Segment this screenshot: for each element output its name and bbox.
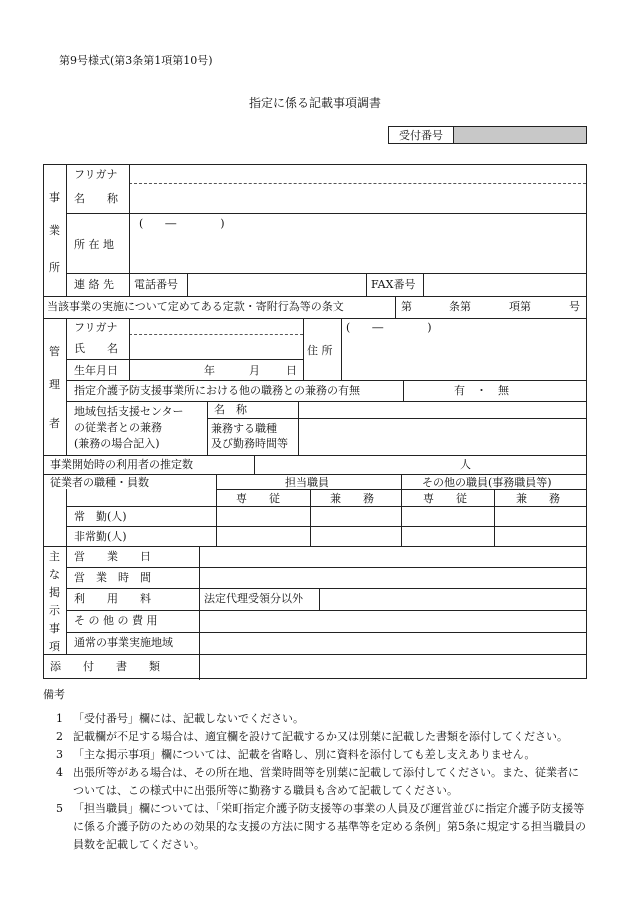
side-label-kan: 管	[49, 345, 60, 358]
assigned-senju-header: 専 従	[236, 492, 280, 505]
manager-birth-month: 月	[249, 364, 260, 377]
office-address-label: 所 在 地	[74, 238, 114, 251]
side-label-ji2: 示	[49, 604, 60, 617]
divider	[366, 273, 367, 296]
articles-go: 号	[569, 300, 580, 313]
fee-label: 利 用 料	[74, 592, 151, 605]
receipt-number-label: 受付番号	[389, 127, 454, 143]
form-number: 第9号様式(第3条第1項第10号)	[59, 54, 213, 67]
note-text: 記載欄が不足する場合は、適宜欄を設けて記載するか又は別葉に記載した書類を添付してください。	[73, 730, 568, 743]
staff-label: 従業者の職種・員数	[50, 476, 149, 489]
other-costs-label: そ の 他 の 費 用	[74, 614, 158, 627]
side-label-shu: 主	[49, 550, 60, 563]
side-label-ji: 事	[49, 191, 60, 204]
divider	[129, 318, 130, 380]
other-senju-header: 専 従	[423, 492, 467, 505]
manager-birth-day: 日	[286, 364, 297, 377]
divider	[207, 401, 208, 455]
center-label-line3: (兼務の場合記入)	[74, 437, 160, 450]
business-days-label: 営 業 日	[74, 550, 151, 563]
divider	[66, 380, 586, 381]
divider	[66, 546, 67, 654]
divider	[66, 359, 303, 360]
divider	[44, 296, 586, 297]
manager-birth-year: 年	[204, 364, 215, 377]
fulltime-label: 常 勤(人)	[74, 510, 127, 523]
staff-group-assigned: 担当職員	[285, 476, 329, 489]
divider	[310, 489, 311, 546]
divider	[401, 474, 402, 546]
divider	[216, 474, 217, 546]
application-form-table	[43, 164, 587, 679]
note-text: 「担当職員」欄については、「栄町指定介護予防支援等の事業の人員及び運営並びに指定介護予防支援等に係る介護予防のための効果的な支援の方法に関する基準等を定める条例」第5条に規定する担当職員の員数を記載してください。	[73, 802, 586, 851]
manager-name-label: 氏 名	[74, 342, 118, 355]
divider	[303, 318, 304, 380]
divider	[129, 165, 130, 296]
side-label-ji3: 事	[49, 622, 60, 635]
staff-group-other: その他の職員(事務職員等)	[422, 476, 552, 489]
divider	[319, 588, 320, 610]
office-name-label: 名 称	[74, 192, 118, 205]
divider	[66, 165, 67, 296]
fee-note: 法定代理受領分以外	[204, 592, 303, 605]
note-text: 「受付番号」欄には、記載しないでください。	[73, 712, 304, 725]
divider	[207, 418, 586, 419]
center-job-label1: 兼務する職種	[211, 422, 277, 435]
document-title: 指定に係る記載事項調書	[248, 96, 381, 110]
side-label-ri: 理	[49, 378, 60, 391]
divider	[66, 588, 586, 589]
divider	[66, 489, 67, 546]
notes-heading: 備考	[43, 688, 65, 701]
note-number: 5	[56, 802, 63, 815]
divider	[494, 489, 495, 546]
note-number: 1	[56, 712, 63, 725]
divider	[44, 546, 586, 547]
center-name-label: 名 称	[214, 403, 247, 416]
divider	[44, 318, 586, 319]
divider	[66, 526, 586, 527]
estimated-users-unit: 人	[460, 458, 471, 471]
side-label-na: な	[49, 568, 60, 581]
center-label-line1: 地域包括支援センター	[74, 405, 184, 418]
manager-other-duty-value[interactable]: 有 ・ 無	[454, 384, 509, 397]
divider	[129, 334, 303, 335]
note-text: 「主な掲示事項」欄については、記載を省略し、別に資料を添付しても差し支えありません。	[73, 748, 536, 761]
office-furigana-label: フリガナ	[74, 168, 118, 181]
divider	[423, 273, 424, 296]
receipt-number-box	[388, 126, 587, 144]
note-text: 出張所等がある場合は、その所在地、営業時間等を別葉に記載して添付してください。また、従業者については、この様式中に出張所等に勤務する職員も含めて記載してください。	[73, 766, 579, 797]
note-item	[43, 728, 587, 746]
estimated-users-label: 事業開始時の利用者の推定数	[50, 458, 193, 471]
office-phone-label: 電話番号	[134, 278, 178, 291]
divider	[66, 506, 586, 507]
divider	[66, 632, 586, 633]
note-number: 3	[56, 748, 63, 761]
note-number: 4	[56, 766, 63, 779]
manager-other-duty-label: 指定介護予防支援事業所における他の職務との兼務の有無	[74, 384, 360, 397]
notes-section	[43, 686, 587, 854]
divider	[44, 474, 586, 475]
divider	[187, 273, 188, 296]
center-label-line2: の従業者との兼務	[74, 421, 162, 434]
divider	[129, 183, 586, 184]
side-label-kei: 掲	[49, 586, 60, 599]
divider	[44, 654, 586, 655]
divider	[395, 296, 396, 318]
service-area-label: 通常の事業実施地域	[74, 636, 173, 649]
note-item	[43, 746, 587, 764]
manager-birth-label: 生年月日	[74, 364, 118, 377]
divider	[66, 318, 67, 455]
articles-jo: 条第	[449, 300, 471, 313]
divider	[66, 610, 586, 611]
receipt-number-field[interactable]	[454, 127, 586, 143]
parttime-label: 非常勤(人)	[74, 530, 127, 543]
manager-furigana-label: フリガナ	[74, 321, 118, 334]
note-item	[43, 764, 587, 800]
note-item	[43, 800, 587, 854]
divider	[66, 213, 586, 214]
side-label-kou: 項	[49, 640, 60, 653]
divider	[298, 401, 299, 455]
divider	[403, 380, 404, 401]
divider	[254, 455, 255, 474]
divider	[66, 273, 586, 274]
other-kenmu-header: 兼 務	[516, 492, 560, 505]
side-label-sha: 者	[49, 417, 60, 430]
note-number: 2	[56, 730, 63, 743]
articles-ko: 項第	[509, 300, 531, 313]
articles-dai: 第	[401, 300, 412, 313]
side-label-gyo: 業	[49, 224, 60, 237]
divider	[66, 567, 586, 568]
divider	[341, 318, 342, 380]
office-address-postal: ( ― )	[139, 217, 225, 230]
divider	[66, 401, 586, 402]
attachments-label: 添 付 書 類	[50, 660, 160, 673]
side-label-sho: 所	[49, 261, 60, 274]
manager-address-label: 住 所	[307, 344, 333, 357]
assigned-kenmu-header: 兼 務	[330, 492, 374, 505]
divider	[44, 455, 586, 456]
center-job-label2: 及び勤務時間等	[211, 437, 288, 450]
business-hours-label: 営 業 時 間	[74, 571, 151, 584]
office-contact-label: 連 絡 先	[74, 278, 114, 291]
divider	[199, 546, 200, 680]
note-item	[43, 710, 587, 728]
manager-address-postal: ( ― )	[346, 321, 432, 334]
office-fax-label: FAX番号	[371, 278, 416, 291]
articles-label: 当該事業の実施について定めてある定款・寄附行為等の条文	[47, 300, 344, 313]
